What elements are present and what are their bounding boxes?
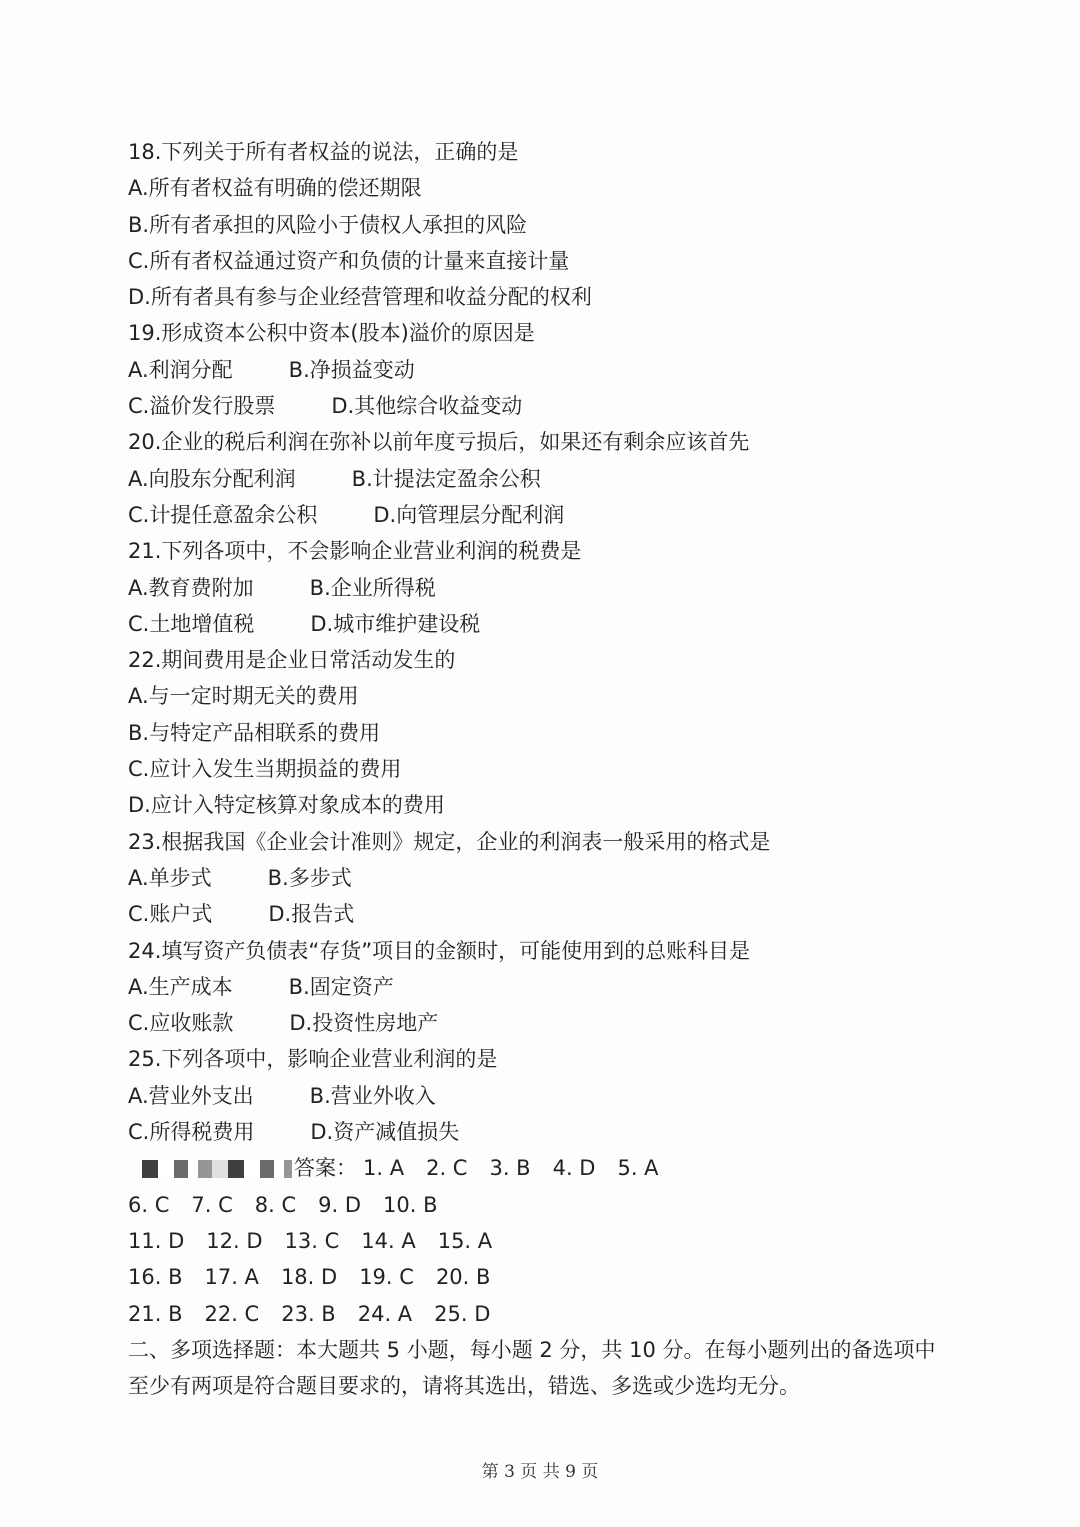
option-row: [128, 1005, 1008, 1041]
question-stem: 22.期间费用是企业日常活动发生的: [128, 648, 456, 673]
answer-item: 20. B: [435, 1265, 491, 1290]
option-text: A.生产成本: [128, 974, 233, 999]
section-instruction: 至少有两项是符合题目要求的，请将其选出，错选、多选或少选均无分。: [128, 1374, 800, 1399]
option-text: C.所得税费用: [128, 1120, 255, 1145]
option-row: [128, 352, 1008, 388]
question-stem: 20.企业的税后利润在弥补以前年度亏损后，如果还有剩余应该首先: [128, 430, 750, 455]
option-text: D.所有者具有参与企业经营管理和收益分配的权利: [128, 285, 592, 310]
option-text: B.所有者承担的风险小于债权人承担的风险: [128, 212, 528, 237]
answer-row: [128, 1296, 1008, 1332]
answer-item: 6. C: [128, 1192, 170, 1217]
answer-item: 23. B: [281, 1301, 336, 1326]
option-text: D.向管理层分配利润: [373, 502, 565, 527]
answer-item: 24. A: [357, 1301, 413, 1326]
option-text: D.资产减值损失: [310, 1120, 460, 1145]
option-text: B.企业所得税: [309, 575, 436, 600]
section-heading: 二、多项选择题：本大题共 5 小题，每小题 2 分，共 10 分。在每小题列出的备选项中: [128, 1337, 936, 1362]
option-text: A.向股东分配利润: [128, 466, 296, 491]
option-row: [128, 1078, 1008, 1114]
option-text: B.固定资产: [288, 974, 394, 999]
answer-item: 25. D: [434, 1301, 491, 1326]
answer-item: 10. B: [383, 1192, 438, 1217]
option-text: B.计提法定盈余公积: [351, 466, 541, 491]
option-text: C.应计入发生当期损益的费用: [128, 757, 402, 782]
option-text: C.溢价发行股票: [128, 394, 276, 419]
question-stem: 21.下列各项中，不会影响企业营业利润的税费是: [128, 539, 582, 564]
answer-item: 5. A: [617, 1156, 659, 1181]
question-stem: 23.根据我国《企业会计准则》规定，企业的利润表一般采用的格式是: [128, 829, 771, 854]
answer-item: 22. C: [204, 1301, 260, 1326]
answer-label: 答案：: [294, 1156, 357, 1181]
option-text: A.与一定时期无关的费用: [128, 684, 359, 709]
answer-item: 18. D: [280, 1265, 338, 1290]
answer-item: 12. D: [206, 1228, 263, 1253]
answer-item: 16. B: [128, 1265, 183, 1290]
option-text: A.营业外支出: [128, 1083, 254, 1108]
page-footer: 第 3 页 共 9 页: [481, 1462, 599, 1482]
option-text: A.所有者权益有明确的偿还期限: [128, 176, 422, 201]
option-row: [128, 860, 1008, 896]
redacted-mark: [142, 1160, 292, 1178]
answer-row: [128, 1187, 1008, 1223]
option-text: B.多步式: [267, 865, 352, 890]
answer-item: 7. C: [191, 1192, 233, 1217]
option-text: C.所有者权益通过资产和负债的计量来直接计量: [128, 248, 570, 273]
option-row: [128, 461, 1008, 497]
page-content: [128, 134, 1008, 1404]
answer-row: [128, 1223, 1008, 1259]
option-row: [128, 715, 1008, 751]
option-text: C.计提任意盈余公积: [128, 502, 318, 527]
option-row: [128, 207, 1008, 243]
option-text: D.其他综合收益变动: [331, 394, 523, 419]
option-row: [128, 497, 1008, 533]
option-text: B.营业外收入: [309, 1083, 436, 1108]
option-row: [128, 678, 1008, 714]
option-text: C.应收账款: [128, 1011, 234, 1036]
answer-item: 15. A: [437, 1228, 493, 1253]
option-text: C.账户式: [128, 902, 213, 927]
option-row: [128, 969, 1008, 1005]
option-row: [128, 279, 1008, 315]
option-text: B.与特定产品相联系的费用: [128, 720, 381, 745]
option-text: D.应计入特定核算对象成本的费用: [128, 793, 445, 818]
option-text: A.教育费附加: [128, 575, 254, 600]
option-text: A.单步式: [128, 865, 212, 890]
answer-item: 9. D: [318, 1192, 362, 1217]
answer-item: 4. D: [552, 1156, 596, 1181]
option-row: [128, 170, 1008, 206]
option-text: D.投资性房地产: [289, 1011, 439, 1036]
question-stem: 24.填写资产负债表“存货”项目的金额时，可能使用到的总账科目是: [128, 938, 751, 963]
option-text: A.利润分配: [128, 357, 233, 382]
option-row: [128, 1114, 1008, 1150]
answer-item: 14. A: [361, 1228, 416, 1253]
answer-item: 17. A: [204, 1265, 259, 1290]
answer-item: 19. C: [359, 1265, 414, 1290]
option-row: [128, 896, 1008, 932]
option-text: D.报告式: [268, 902, 355, 927]
option-row: [128, 751, 1008, 787]
option-text: D.城市维护建设税: [310, 611, 481, 636]
answer-item: 21. B: [128, 1301, 183, 1326]
question-stem: 19.形成资本公积中资本(股本)溢价的原因是: [128, 321, 535, 346]
option-row: [128, 243, 1008, 279]
question-stem: 25.下列各项中，影响企业营业利润的是: [128, 1047, 498, 1072]
option-text: C.土地增值税: [128, 611, 255, 636]
answer-item: 8. C: [254, 1192, 297, 1217]
answer-row: [128, 1259, 1008, 1295]
answer-item: 2. C: [426, 1156, 468, 1181]
option-text: B.净损益变动: [288, 357, 415, 382]
option-row: [128, 570, 1008, 606]
answer-item: 1. A: [363, 1156, 405, 1181]
answer-row: [128, 1150, 1008, 1186]
option-row: [128, 388, 1008, 424]
answer-item: 11. D: [128, 1228, 185, 1253]
option-row: [128, 606, 1008, 642]
question-stem: 18.下列关于所有者权益的说法，正确的是: [128, 140, 519, 164]
option-row: [128, 787, 1008, 823]
answer-item: 13. C: [284, 1228, 340, 1253]
answer-item: 3. B: [489, 1156, 531, 1181]
